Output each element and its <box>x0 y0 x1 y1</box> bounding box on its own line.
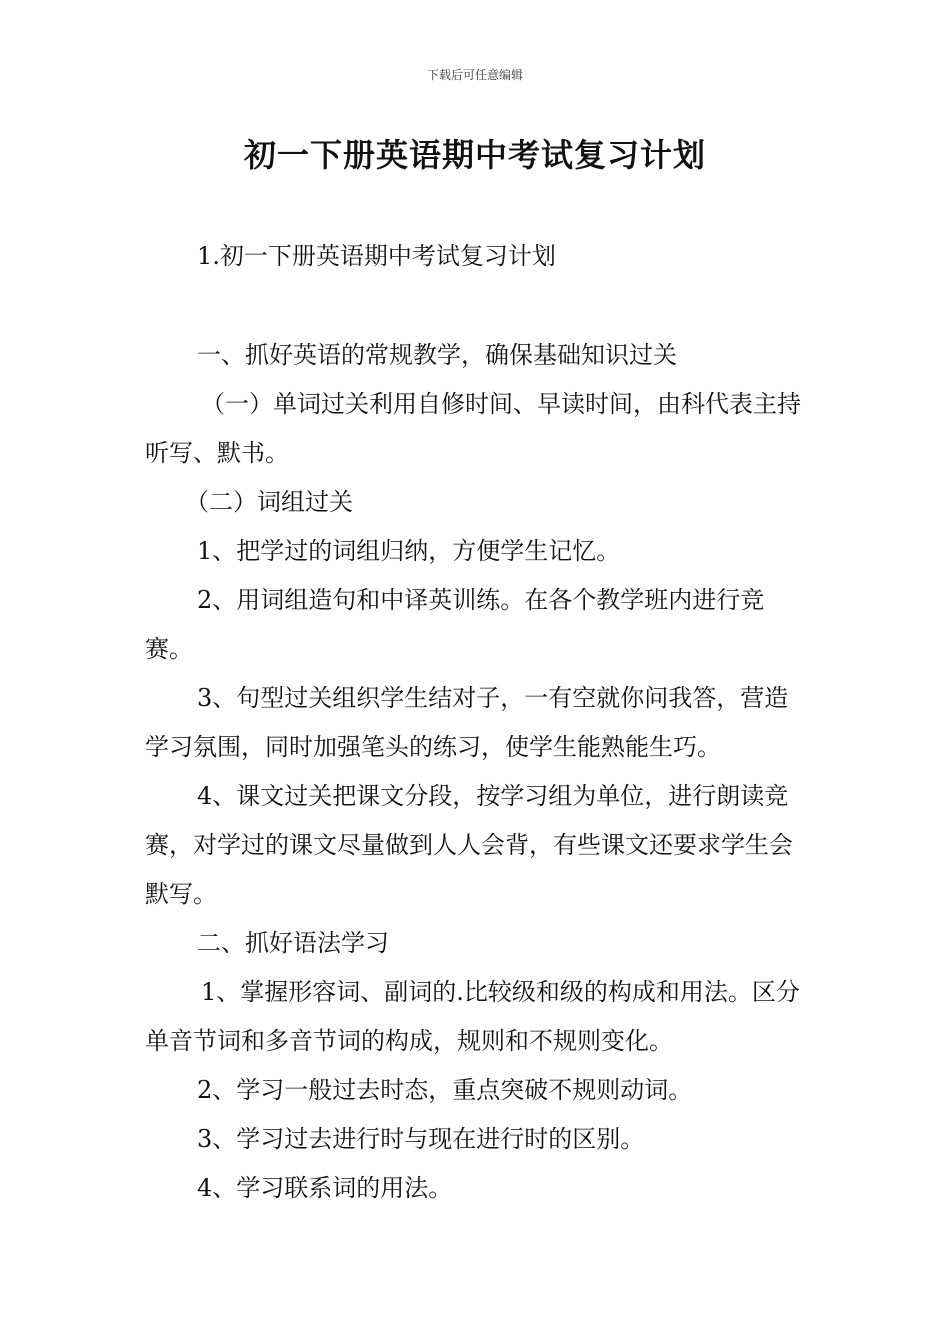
paragraph: 2、用词组造句和中译英训练。在各个教学班内进行竞赛。 <box>145 586 765 663</box>
document-body <box>145 232 807 1213</box>
paragraph: 1、掌握形容词、副词的.比较级和级的构成和用法。区分单音节词和多音节词的构成，规则和不规则变化。 <box>145 978 800 1055</box>
document-title: 初一下册英语期中考试复习计划 <box>243 136 706 174</box>
section-heading: 一、抓好英语的常规教学，确保基础知识过关 <box>197 341 677 369</box>
spacer <box>145 281 807 331</box>
paragraph: 4、学习联系词的用法。 <box>197 1174 453 1202</box>
paragraph: （一）单词过关利用自修时间、早读时间，由科代表主持听写、默书。 <box>145 390 801 467</box>
section-heading: 1.初一下册英语期中考试复习计划 <box>197 242 556 270</box>
subsection-heading: （二）词组过关 <box>185 488 353 516</box>
paragraph: 2、学习一般过去时态，重点突破不规则动词。 <box>197 1076 693 1104</box>
section-heading: 二、抓好语法学习 <box>197 929 389 957</box>
paragraph: 4、课文过关把课文分段，按学习组为单位，进行朗读竞赛，对学过的课文尽量做到人人会背，有些课文还要求学生会默写。 <box>145 782 793 908</box>
header-note: 下载后可任意编辑 <box>426 68 523 82</box>
paragraph: 1、把学过的词组归纳，方便学生记忆。 <box>197 537 621 565</box>
paragraph: 3、学习过去进行时与现在进行时的区别。 <box>197 1125 645 1153</box>
paragraph: 3、句型过关组织学生结对子，一有空就你问我答，营造学习氛围，同时加强笔头的练习，使学生能熟能生巧。 <box>145 684 789 761</box>
